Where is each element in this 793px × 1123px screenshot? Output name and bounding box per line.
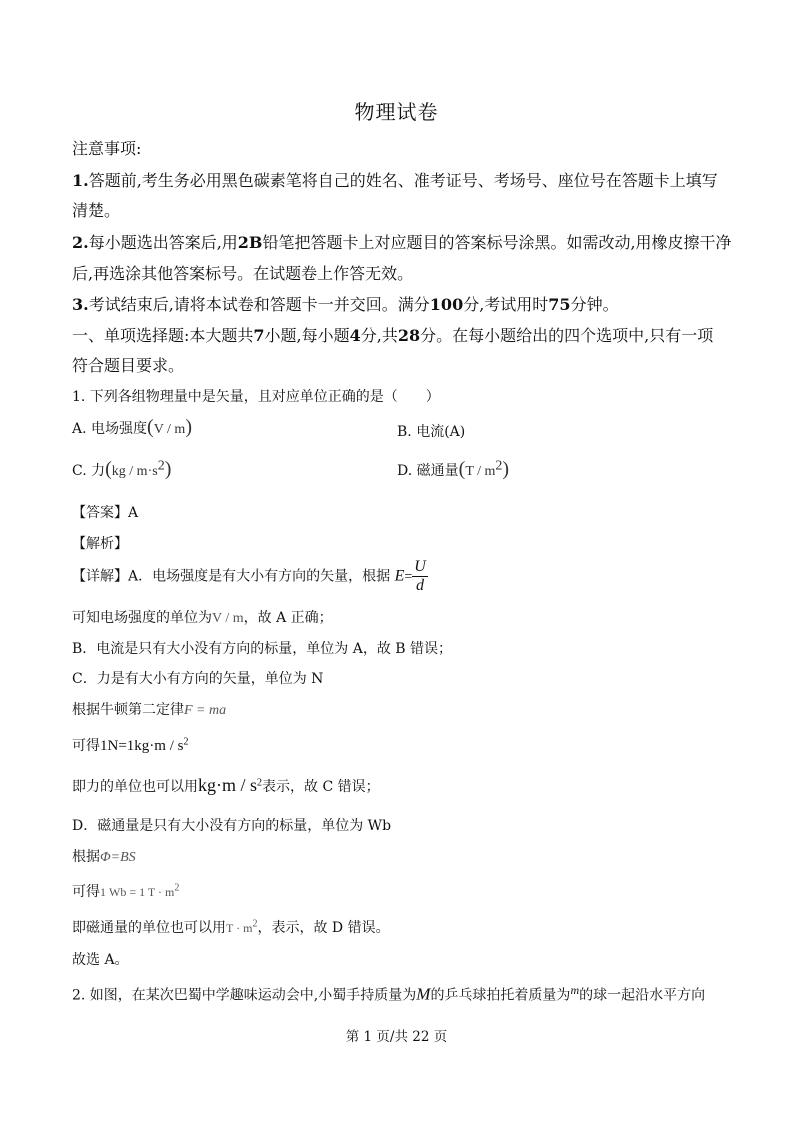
question-1-option-b: B. 电流(A) — [397, 424, 466, 440]
detail-text-2b: ，故 A 正确； — [243, 610, 333, 626]
option-a-unit: V / m — [153, 422, 186, 437]
detail-line-1 — [72, 558, 428, 595]
formula-newton-unit: 1N=1kg·m / s — [100, 738, 184, 754]
formula-flux: Φ=BS — [100, 850, 136, 865]
detail-line-2 — [72, 607, 333, 627]
option-a-label: A. 电场强度 — [72, 421, 148, 437]
detail-line-4: C．力是有大小有方向的矢量，单位为 N — [72, 671, 324, 687]
option-d-sup: 2 — [495, 458, 503, 474]
page-footer: 第 1 页/共 22 页 — [345, 1029, 448, 1045]
question-2-text-a: 2. 如图，在某次巴蜀中学趣味运动会中,小蜀手持质量为 — [72, 987, 417, 1004]
notice-item-3-text-a: 考试结束后,请将本试卷和答题卡一并交回。满分 — [88, 295, 430, 314]
notice-item-2-text: 铅笔把答题卡上对应题目的答案标号涂黑。如需改动,用橡皮擦干净 — [262, 233, 732, 252]
section-1-heading-cont: 符合题目要求。 — [72, 356, 185, 375]
detail-text-2a: 可知电场强度的单位为 — [72, 610, 212, 626]
notice-item-2-pencil: 2B — [237, 233, 263, 252]
question-1-option-a: A. 电场强度(V / m) — [72, 416, 192, 438]
formula-denominator: d — [416, 577, 425, 594]
section-1-each: 4 — [349, 326, 361, 345]
notice-item-3-time: 75 — [548, 295, 571, 314]
detail-text-7a: 即力的单位也可以用 — [72, 779, 198, 795]
option-c-unit: kg / m·s — [111, 464, 158, 479]
notice-item-2 — [72, 230, 732, 253]
detail-unit-vm: V / m — [212, 611, 244, 626]
notice-item-3-number: 3. — [72, 295, 89, 314]
detail-line-12: 故选 A。 — [72, 952, 129, 968]
notice-item-2-cont: 后,再选涂其他答案标号。在试题卷上作答无效。 — [72, 264, 414, 283]
detail-line-8: D．磁通量是只有大小没有方向的标量，单位为 Wb — [72, 818, 392, 834]
answer-value: A — [128, 505, 139, 521]
notice-item-1 — [72, 168, 718, 191]
question-2-var-m: m — [570, 983, 580, 997]
section-1-count: 7 — [253, 326, 265, 345]
notice-item-3-score: 100 — [429, 295, 464, 314]
detail-text-9a: 根据 — [72, 849, 100, 865]
question-1-option-c: C. 力$(kg / m\cdot s^2)$ — [72, 458, 172, 480]
notice-item-2-pre: 每小题选出答案后,用 — [88, 233, 238, 252]
detail-text-11a: 即磁通量的单位也可以用 — [72, 920, 226, 936]
notice-item-3-text-b: 分,考试用时 — [463, 295, 549, 314]
page-title: 物理试卷 — [354, 100, 439, 124]
detail-text-7b: 表示，故 C 错误； — [262, 779, 380, 795]
section-1-heading — [72, 323, 713, 346]
notice-item-1-text: 答题前,考生务必用黑色碳素笔将自己的姓名、准考证号、考场号、座位号在答题卡上填写 — [88, 171, 718, 190]
section-1-total: 28 — [397, 326, 421, 345]
formula-e: E — [394, 567, 405, 585]
detail-line-6 — [72, 735, 188, 755]
notice-heading: 注意事项: — [72, 139, 142, 158]
question-2-stem — [72, 983, 705, 1005]
section-1-pre: 一、单项选择题:本大题共 — [72, 326, 254, 345]
question-2-text-b: 的乒乓球拍托着质量为 — [430, 987, 571, 1004]
question-2-text-c: 的球一起沿水平方向 — [579, 987, 706, 1004]
formula-newton: F = ma — [184, 703, 227, 718]
option-c-sup: 2 — [157, 458, 165, 474]
notice-item-3 — [72, 292, 619, 315]
formula-flux-unit: 1 Wb = 1 T · m — [100, 885, 175, 899]
detail-line-9 — [72, 846, 136, 866]
detail-unit-kgms: kg·m / s — [198, 775, 258, 795]
section-1-mid1: 小题,每小题 — [264, 326, 350, 345]
section-1-mid2: 分,共 — [360, 326, 398, 345]
option-d-label: D. 磁通量 — [397, 463, 459, 479]
answer-line — [72, 502, 138, 522]
answer-tag: 【答案】 — [72, 505, 128, 521]
analysis-tag: 【解析】 — [72, 536, 128, 552]
option-d-unit: T / m — [465, 464, 496, 479]
formula-eq: = — [404, 569, 413, 585]
question-1-option-d: D. 磁通量$(T / m^2)$ — [397, 458, 510, 480]
detail-unit-tm-sup: 2 — [252, 918, 258, 930]
notice-item-2-number: 2. — [72, 233, 89, 252]
detail-unit-kgms-sup: 2 — [257, 777, 263, 789]
formula-newton-sup: 2 — [183, 736, 189, 748]
detail-line-11 — [72, 917, 390, 937]
detail-text-1: A．电场强度是有大小有方向的矢量，根据 — [128, 568, 391, 585]
detail-text-10a: 可得 — [72, 884, 100, 900]
question-1-stem: 1. 下列各组物理量中是矢量，且对应单位正确的是（ ） — [72, 389, 440, 405]
formula-numerator: U — [414, 558, 426, 575]
detail-line-5 — [72, 699, 226, 719]
detail-text-11b: ，表示，故 D 错误。 — [257, 920, 390, 936]
detail-line-10 — [72, 881, 179, 901]
option-c-label: C. 力 — [72, 463, 106, 479]
notice-item-1-cont: 清楚。 — [72, 201, 121, 220]
formula-flux-sup: 2 — [174, 882, 180, 894]
formula-fraction — [412, 558, 428, 595]
detail-tag: 【详解】 — [72, 568, 128, 585]
detail-text-5a: 根据牛顿第二定律 — [72, 702, 184, 718]
notice-item-1-number: 1. — [72, 171, 89, 190]
detail-unit-tm: T · m — [226, 921, 253, 935]
detail-line-7 — [72, 775, 380, 796]
notice-item-3-text-c: 分钟。 — [570, 295, 619, 314]
detail-text-6a: 可得 — [72, 738, 100, 754]
question-2-var-M: M — [416, 984, 431, 1004]
section-1-post: 分。在每小题给出的四个选项中,只有一项 — [420, 326, 714, 345]
detail-line-3: B．电流是只有大小没有方向的标量，单位为 A，故 B 错误； — [72, 641, 453, 657]
